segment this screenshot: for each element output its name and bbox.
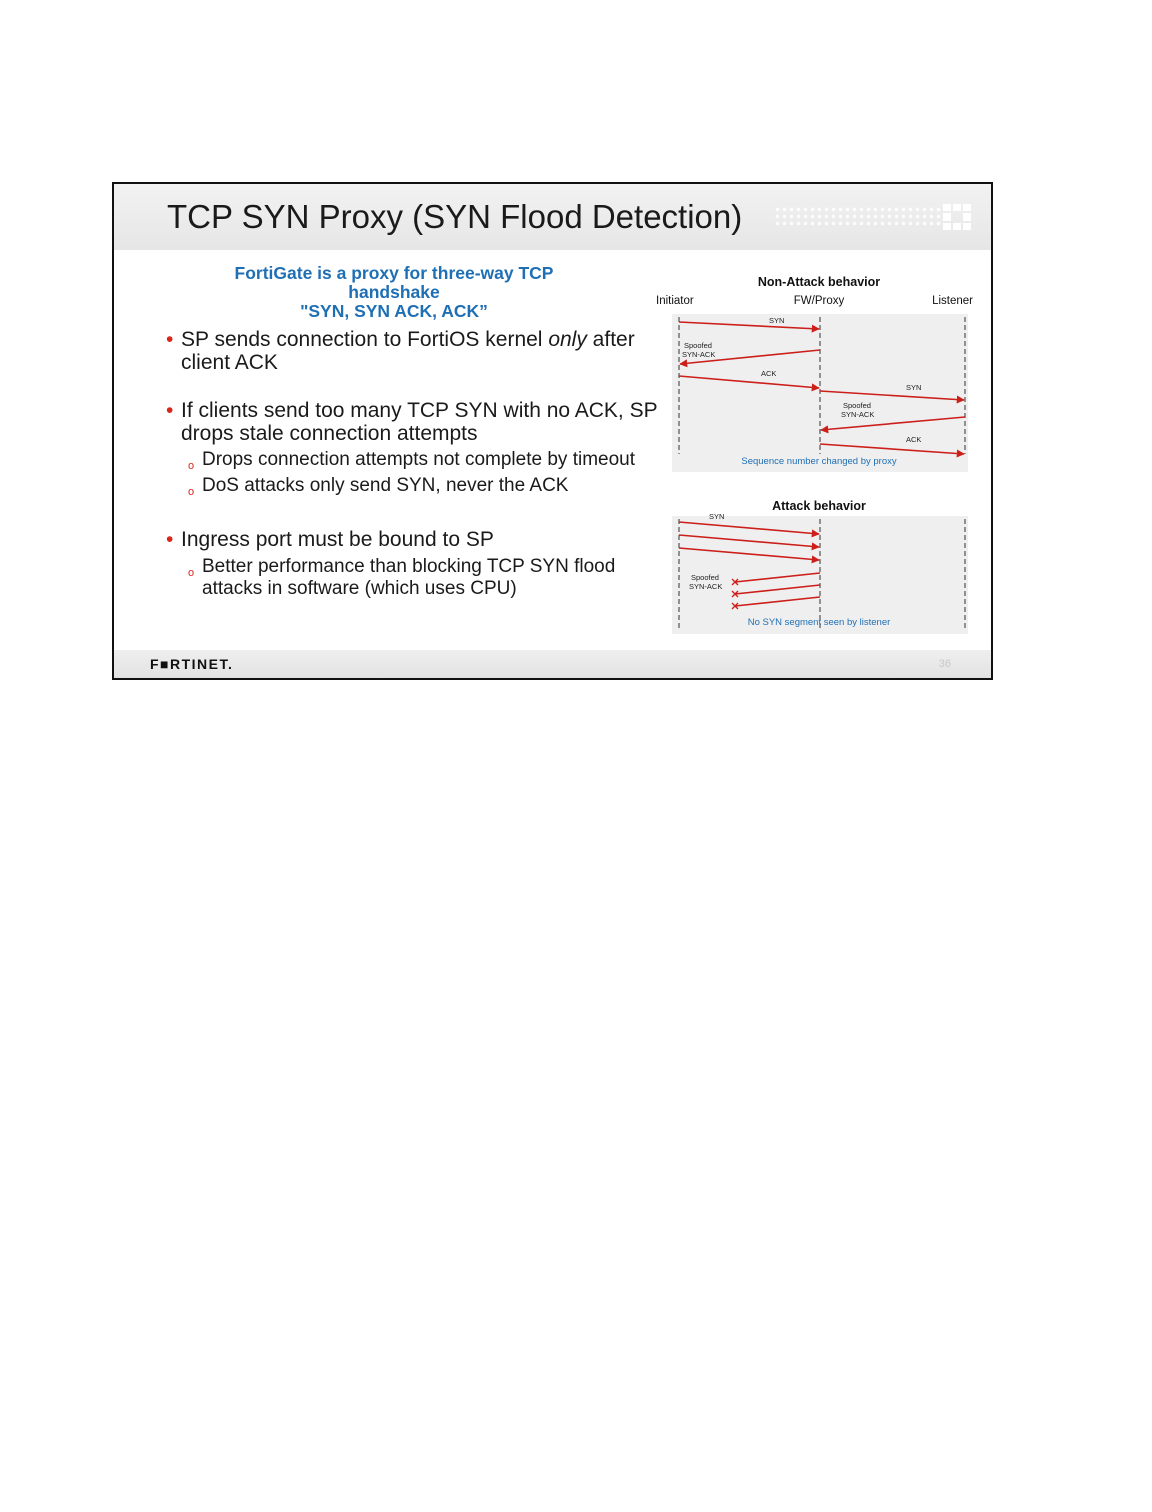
sub-bullet-marker: o bbox=[188, 460, 195, 472]
attack-syn-label: SYN bbox=[709, 512, 725, 521]
column-listener-label: Listener bbox=[932, 295, 973, 307]
sub-bullet-text: Better performance than blocking TCP SYN flood attacks in software (which uses CPU) bbox=[202, 556, 616, 599]
non-attack-caption: Sequence number changed by proxy bbox=[741, 456, 897, 467]
subtitle-line-2: "SYN, SYN ACK, ACK” bbox=[300, 301, 488, 321]
syn-ack-label: SYN-ACK bbox=[841, 410, 875, 419]
bullet-text: SP sends connection to FortiOS kernel bbox=[181, 328, 549, 351]
column-proxy-label: FW/Proxy bbox=[793, 295, 845, 307]
bullet-emphasis: only bbox=[548, 328, 587, 351]
sub-bullet-item bbox=[166, 449, 676, 471]
bullet-dot: • bbox=[166, 328, 174, 351]
proxy-ack-label: ACK bbox=[906, 435, 922, 444]
bullet-item bbox=[166, 399, 676, 445]
slide-title: TCP SYN Proxy (SYN Flood Detection) bbox=[167, 198, 743, 235]
fortinet-wordmark: F■RTINET. bbox=[150, 656, 234, 672]
spoofed-label: Spoofed bbox=[684, 341, 712, 350]
page-number: 36 bbox=[938, 658, 951, 670]
footer bbox=[114, 650, 991, 678]
fortinet-logo-icon bbox=[943, 204, 971, 230]
bullet-dot: • bbox=[166, 399, 174, 422]
sub-bullet-item bbox=[166, 475, 676, 497]
syn-label: SYN bbox=[769, 316, 785, 325]
attack-syn-ack-label: SYN-ACK bbox=[689, 582, 723, 591]
spoofed-label: Spoofed bbox=[843, 401, 871, 410]
decorative-pixel-strip bbox=[774, 206, 942, 228]
sub-bullet-marker: o bbox=[188, 567, 195, 579]
column-initiator-label: Initiator bbox=[656, 295, 694, 307]
bullet-text: after client ACK bbox=[181, 328, 635, 374]
ack-label: ACK bbox=[761, 369, 777, 378]
bullet-dot: • bbox=[166, 528, 174, 551]
bullet-text: If clients send too many TCP SYN with no ACK, SP drops stale connection attempts bbox=[181, 399, 658, 445]
subtitle bbox=[194, 264, 594, 321]
syn-ack-label: SYN-ACK bbox=[682, 350, 716, 359]
bullet-item bbox=[166, 528, 676, 551]
sub-bullet-text: DoS attacks only send SYN, never the ACK bbox=[202, 475, 569, 496]
sub-bullet-marker: o bbox=[188, 486, 195, 498]
non-attack-title: Non-Attack behavior bbox=[757, 275, 881, 289]
proxy-syn-label: SYN bbox=[906, 383, 922, 392]
title-bar bbox=[114, 184, 991, 250]
subtitle-line-1: FortiGate is a proxy for three-way TCP handshake bbox=[234, 263, 554, 302]
attack-spoofed-label: Spoofed bbox=[691, 573, 719, 582]
bullet-text: Ingress port must be bound to SP bbox=[181, 528, 494, 551]
handshake-diagram bbox=[656, 269, 989, 639]
sub-bullet-item bbox=[166, 556, 676, 600]
attack-title: Attack behavior bbox=[772, 499, 866, 513]
sub-bullet-text: Drops connection attempts not complete by timeout bbox=[202, 449, 636, 470]
bullet-item bbox=[166, 328, 676, 374]
bullet-list bbox=[166, 328, 676, 600]
attack-caption: No SYN segment seen by listener bbox=[747, 617, 891, 628]
slide bbox=[112, 182, 993, 680]
